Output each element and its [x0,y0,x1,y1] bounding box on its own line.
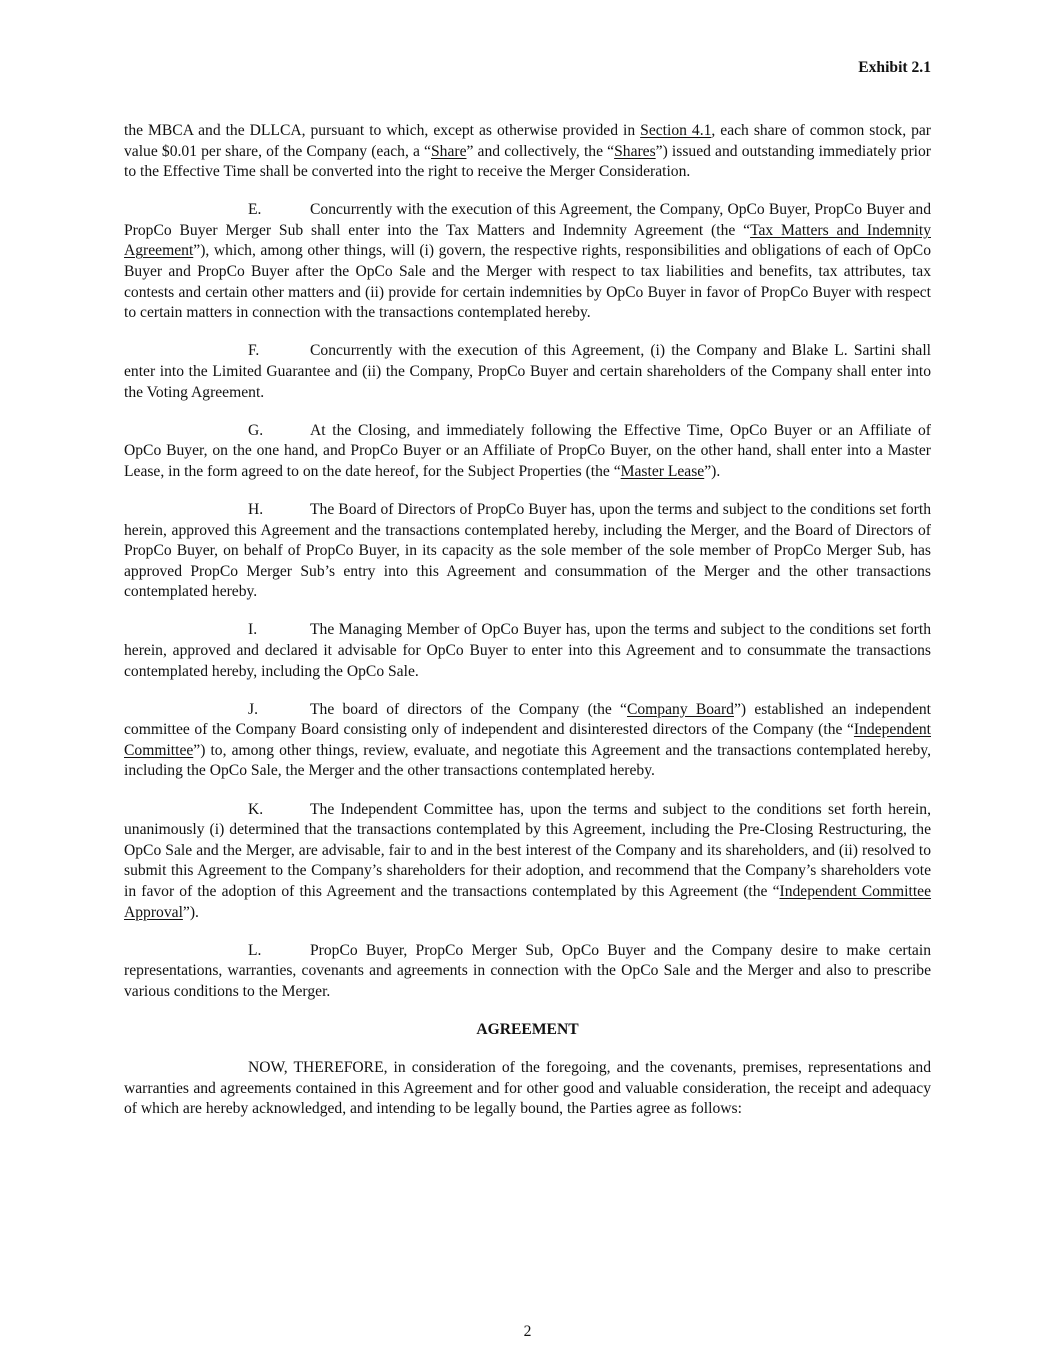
recital-letter: G. [248,421,264,439]
exhibit-label: Exhibit 2.1 [858,59,931,76]
recital-e: E. Concurrently with the execution of this Agreement, the Company, OpCo Buyer, PropCo Buyer and PropCo Buyer Merger Sub shall enter into the Tax Matters and Indemnity Agreement (the “Tax Matters and Indemnity Agreement”), which, among other things, will (i) govern, the respective rights, responsibilities and obligations of each of OpCo Buyer and PropCo Buyer after the OpCo Sale and the Merger with respect to tax liabilities and benefits, tax attributes, tax contests and certain other matters and (ii) provide for certain indemnities by OpCo Buyer in favor of PropCo Buyer with respect to certain matters in connection with the transactions contemplated hereby. [124,201,931,322]
recital-letter: J. [248,700,258,718]
recital-f: F. Concurrently with the execution of this Agreement, (i) the Company and Blake L. Sartini shall enter into the Limited Guarantee and (ii) the Company, PropCo Buyer and certain shareholders of the Company shall enter into the Voting Agreement. [124,342,931,401]
recital-l: L. PropCo Buyer, PropCo Merger Sub, OpCo Buyer and the Company desire to make certain representations, warranties, covenants and agreements in connection with the OpCo Sale and the Merger and also to prescribe various conditions to the Merger. [124,941,931,1000]
intro-paragraph: the MBCA and the DLLCA, pursuant to which, except as otherwise provided in Section 4.1, each share of common stock, par value $0.01 per share, of the Company (each, a “Share” and collectively, the “Shares”) issued and outstanding immediately prior to the Effective Time shall be converted into the right to receive the Merger Consideration. [124,122,932,181]
defined-term-committee-approval: Independent Committee Approval [124,882,932,921]
defined-term-shares: Shares [614,142,656,160]
defined-term-tax-matters: Tax Matters and Indemnity Agreement [124,221,931,260]
document-body [124,121,931,1137]
recital-letter: L. [248,941,262,959]
section-reference: Section 4.1 [640,122,712,139]
recital-letter: I. [248,621,258,639]
recital-letter: F. [248,342,260,360]
agreement-paragraph: NOW, THEREFORE, in consideration of the foregoing, and the covenants, premises, representations and warranties and agreements contained in this Agreement and for other good and valuable consideration, the receipt and adequacy of which are hereby acknowledged, and intending to be legally bound, the Parties agree as follows: [124,1058,931,1118]
page-number: 2 [523,1323,532,1340]
recital-h: H. The Board of Directors of PropCo Buyer has, upon the terms and subject to the conditions set forth herein, approved this Agreement and the transactions contemplated hereby, including the Merger, and the Board of Directors of PropCo Buyer, on behalf of PropCo Buyer, in its capacity as the sole member of the sole member of PropCo Merger Sub, has approved PropCo Merger Sub’s entry into this Agreement and consummation of the Merger and the other transactions contemplated hereby. [124,500,931,601]
defined-term-independent-committee: Independent Committee [124,721,931,759]
recital-i: I. The Managing Member of OpCo Buyer has, upon the terms and subject to the conditions set forth herein, approved and declared it advisable for OpCo Buyer to enter into this Agreement and to consummate the transactions contemplated hereby, including the OpCo Sale. [124,621,931,680]
recital-k: K. The Independent Committee has, upon the terms and subject to the conditions set forth herein, unanimously (i) determined that the transactions contemplated by this Agreement, including the Pre-Closing Restructuring, the OpCo Sale and the Merger, are advisable, fair to and in the best interest of the Company and its shareholders, and (ii) resolved to submit this Agreement to the Company’s shareholders for their adoption, and recommend that the Company’s shareholders vote in favor of the adoption of this Agreement and the transactions contemplated by this Agreement (the “Independent Committee Approval”). [124,800,932,921]
recital-letter: K. [248,800,264,818]
defined-term-share: Share [430,142,467,160]
recital-g: G. At the Closing, and immediately following the Effective Time, OpCo Buyer or an Affiliate of OpCo Buyer, on the one hand, and PropCo Buyer or an Affiliate of PropCo Buyer, on the other hand, shall enter into a Master Lease, in the form agreed to on the date hereof, for the Subject Properties (the “Master Lease”). [124,421,931,480]
agreement-heading: AGREEMENT [476,1020,579,1038]
recital-letter: H. [248,500,264,518]
recital-letter: E. [248,201,262,219]
recital-j: J. The board of directors of the Company (the “Company Board”) established an independent committee of the Company Board consisting only of independent and disinterested directors of the Company (the “Independent Committee”) to, among other things, review, evaluate, and negotiate this Agreement and the transactions contemplated hereby, including the OpCo Sale, the Merger and the other transactions contemplated hereby. [124,700,931,780]
defined-term-master-lease: Master Lease [620,462,705,480]
defined-term-company-board: Company Board [626,700,734,718]
